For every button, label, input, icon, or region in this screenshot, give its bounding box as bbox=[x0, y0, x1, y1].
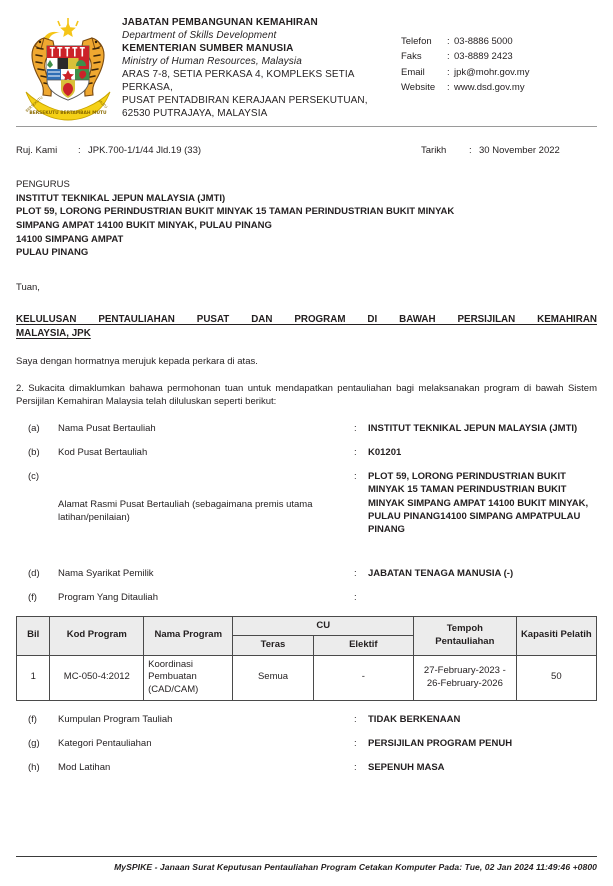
cell-nama-program: Koordinasi Pembuatan (CAD/CAM) bbox=[144, 655, 233, 700]
detail-colon-d: : bbox=[354, 568, 357, 580]
org-line-department-bm: JABATAN PEMBANGUNAN KEMAHIRAN bbox=[122, 17, 318, 28]
footer-text: MySPIKE - Janaan Surat Keputusan Pentauliahan Program Cetakan Komputer Pada: Tue, 02 Jan 2024 11:49:46 +0800 bbox=[114, 862, 597, 872]
contact-value-faks: 03-8889 2423 bbox=[454, 51, 513, 63]
detail-label-b: Kod Pusat Bertauliah bbox=[58, 447, 148, 459]
contact-label-telefon: Telefon bbox=[401, 36, 432, 47]
date-colon: : bbox=[469, 145, 472, 156]
contact-block bbox=[401, 10, 597, 96]
detail-colon-c: : bbox=[354, 471, 357, 483]
contact-sep-faks: : bbox=[447, 51, 450, 63]
reference-value: JPK.700-1/1/44 Jld.19 (33) bbox=[88, 145, 202, 156]
detail-colon-f-program: : bbox=[354, 592, 357, 604]
detail-value-f-kumpulan: TIDAK BERKENAAN bbox=[368, 714, 461, 726]
detail-row-d bbox=[16, 567, 597, 580]
detail-colon-g: : bbox=[354, 738, 357, 750]
contact-sep-website: : bbox=[447, 82, 450, 94]
svg-text:BERSEKUTU: BERSEKUTU bbox=[24, 95, 44, 113]
reference-spacer bbox=[201, 145, 421, 156]
org-line-ministry-bm: KEMENTERIAN SUMBER MANUSIA bbox=[122, 43, 294, 54]
subject-heading bbox=[16, 313, 597, 341]
contact-row-telefon bbox=[401, 34, 597, 49]
org-address-line-1: ARAS 7-8, SETIA PERKASA 4, KOMPLEKS SETIA bbox=[122, 69, 355, 80]
details-list bbox=[16, 422, 597, 604]
org-address-line-2: PERKASA, bbox=[122, 82, 173, 93]
detail-row-a bbox=[16, 422, 597, 435]
th-kod-program: Kod Program bbox=[50, 616, 144, 655]
org-address-line-4: 62530 PUTRAJAYA, MALAYSIA bbox=[122, 108, 268, 119]
recipient-address bbox=[16, 178, 597, 260]
recipient-line-3: SIMPANG AMPAT 14100 BUKIT MINYAK, PULAU PINANG bbox=[16, 220, 272, 232]
cell-kod-program: MC-050-4:2012 bbox=[50, 655, 144, 700]
malaysia-coat-of-arms-icon bbox=[14, 10, 122, 122]
paragraph-2: 2. Sukacita dimaklumkan bahawa permohonan tuan untuk mendapatkan pentauliahan bagi melaksanakan program di bawah Sistem Persijilan Kemahiran Malaysia telah diluluskan seperti berikut: bbox=[16, 382, 597, 408]
detail-label-g: Kategori Pentauliahan bbox=[58, 738, 152, 750]
program-table-head bbox=[17, 616, 597, 655]
recipient-line-5: PULAU PINANG bbox=[16, 247, 89, 259]
header-divider bbox=[16, 126, 597, 127]
contact-label-website: Website bbox=[401, 82, 436, 94]
details-list-2 bbox=[16, 713, 597, 774]
detail-label-c: Alamat Rasmi Pusat Bertauliah (sebagaimana premis utama latihan/penilaian) bbox=[58, 499, 313, 524]
detail-colon-h: : bbox=[354, 762, 357, 774]
detail-value-c: PLOT 59, LORONG PERINDUSTRIAN BUKIT MINYAK 15 TAMAN PERINDUSTRIAN BUKIT MINYAK SIMPANG AMPAT 14100 BUKIT MINYAK, PULAU PINANG14100 SIMPANG AMPATPULAU PINANG bbox=[368, 471, 589, 535]
contact-value-email[interactable]: jpk@mohr.gov.my bbox=[454, 66, 530, 78]
cell-bil: 1 bbox=[17, 655, 50, 700]
detail-label-a: Nama Pusat Bertauliah bbox=[58, 423, 156, 435]
detail-value-h: SEPENUH MASA bbox=[368, 762, 445, 774]
organisation-block bbox=[122, 10, 401, 120]
detail-colon-a: : bbox=[354, 423, 357, 435]
detail-key-a: (a) bbox=[28, 423, 40, 435]
contact-row-email bbox=[401, 65, 597, 80]
salutation: Tuan, bbox=[16, 282, 40, 294]
detail-row-h bbox=[16, 761, 597, 774]
page-footer bbox=[16, 856, 597, 872]
detail-colon-f-kumpulan: : bbox=[354, 714, 357, 726]
detail-key-b: (b) bbox=[28, 447, 40, 459]
footer-divider bbox=[16, 856, 597, 857]
cell-kapasiti: 50 bbox=[516, 655, 596, 700]
subject-line-2: MALAYSIA, JPK bbox=[16, 327, 91, 339]
th-tempoh: Tempoh Pentauliahan bbox=[414, 616, 517, 655]
detail-key-f-kumpulan: (f) bbox=[28, 714, 37, 726]
detail-row-f-program bbox=[16, 591, 597, 604]
detail-key-g: (g) bbox=[28, 738, 40, 750]
date-label: Tarikh bbox=[421, 145, 447, 156]
cell-elektif: - bbox=[313, 655, 413, 700]
detail-label-f-program: Program Yang Ditauliah bbox=[58, 592, 158, 604]
contact-label-faks: Faks bbox=[401, 51, 422, 63]
contact-value-website[interactable]: www.dsd.gov.my bbox=[454, 82, 525, 94]
th-elektif: Elektif bbox=[313, 636, 413, 656]
date-value: 30 November 2022 bbox=[479, 145, 560, 156]
reference-colon: : bbox=[78, 145, 81, 156]
org-line-department-en: Department of Skills Development bbox=[122, 30, 277, 41]
detail-label-d: Nama Syarikat Pemilik bbox=[58, 568, 154, 580]
cell-teras: Semua bbox=[233, 655, 313, 700]
org-address-line-3: PUSAT PENTADBIRAN KERAJAAN PERSEKUTUAN, bbox=[122, 95, 368, 106]
detail-row-g bbox=[16, 737, 597, 750]
svg-text:MUTU: MUTU bbox=[97, 99, 108, 110]
subject-line-1: KELULUSAN PENTAULIAHAN PUSAT DAN PROGRAM DI BAWAH PERSIJILAN KEMAHIRAN bbox=[16, 314, 597, 326]
detail-value-g: PERSIJILAN PROGRAM PENUH bbox=[368, 738, 513, 750]
contact-row-website bbox=[401, 80, 597, 95]
paragraph-1: Saya dengan hormatnya merujuk kepada perkara di atas. bbox=[16, 355, 258, 367]
detail-key-h: (h) bbox=[28, 762, 40, 774]
svg-text:BERSEKUTU BERTAMBAH MUTU: BERSEKUTU BERTAMBAH MUTU bbox=[29, 111, 107, 116]
contact-sep-telefon: : bbox=[447, 36, 450, 47]
contact-row-faks bbox=[401, 49, 597, 64]
document-body bbox=[0, 145, 613, 774]
org-line-ministry-en: Ministry of Human Resources, Malaysia bbox=[122, 56, 302, 67]
recipient-title: PENGURUS bbox=[16, 179, 70, 190]
contact-label-email: Email bbox=[401, 66, 425, 78]
th-cu: CU bbox=[233, 616, 414, 636]
detail-row-b bbox=[16, 446, 597, 459]
detail-colon-b: : bbox=[354, 447, 357, 459]
program-table-header-row-1 bbox=[17, 616, 597, 636]
table-row bbox=[17, 655, 597, 700]
detail-label-f-kumpulan: Kumpulan Program Tauliah bbox=[58, 714, 173, 726]
th-nama-program: Nama Program bbox=[144, 616, 233, 655]
contact-value-telefon: 03-8886 5000 bbox=[454, 36, 513, 47]
letterhead bbox=[0, 0, 613, 126]
program-table-body bbox=[17, 655, 597, 700]
th-bil: Bil bbox=[17, 616, 50, 655]
detail-row-c bbox=[16, 470, 597, 556]
contact-sep-email: : bbox=[447, 66, 450, 78]
recipient-line-4: 14100 SIMPANG AMPAT bbox=[16, 233, 124, 245]
th-teras: Teras bbox=[233, 636, 313, 656]
detail-key-f-program: (f) bbox=[28, 592, 37, 604]
detail-value-a: INSTITUT TEKNIKAL JEPUN MALAYSIA (JMTI) bbox=[368, 423, 578, 435]
reference-line bbox=[16, 145, 597, 156]
detail-key-c: (c) bbox=[28, 471, 40, 483]
th-kapasiti: Kapasiti Pelatih bbox=[516, 616, 596, 655]
cell-tempoh: 27-February-2023 - 26-February-2026 bbox=[414, 655, 517, 700]
program-table bbox=[16, 616, 597, 702]
recipient-line-1: INSTITUT TEKNIKAL JEPUN MALAYSIA (JMTI) bbox=[16, 192, 226, 204]
recipient-line-2: PLOT 59, LORONG PERINDUSTRIAN BUKIT MINYAK 15 TAMAN PERINDUSTRIAN BUKIT MINYAK bbox=[16, 206, 455, 218]
detail-value-d: JABATAN TENAGA MANUSIA (-) bbox=[368, 568, 514, 580]
detail-value-b: K01201 bbox=[368, 447, 402, 459]
detail-key-d: (d) bbox=[28, 568, 40, 580]
detail-label-h: Mod Latihan bbox=[58, 762, 111, 774]
reference-label: Ruj. Kami bbox=[16, 145, 58, 156]
detail-row-f-kumpulan bbox=[16, 713, 597, 726]
